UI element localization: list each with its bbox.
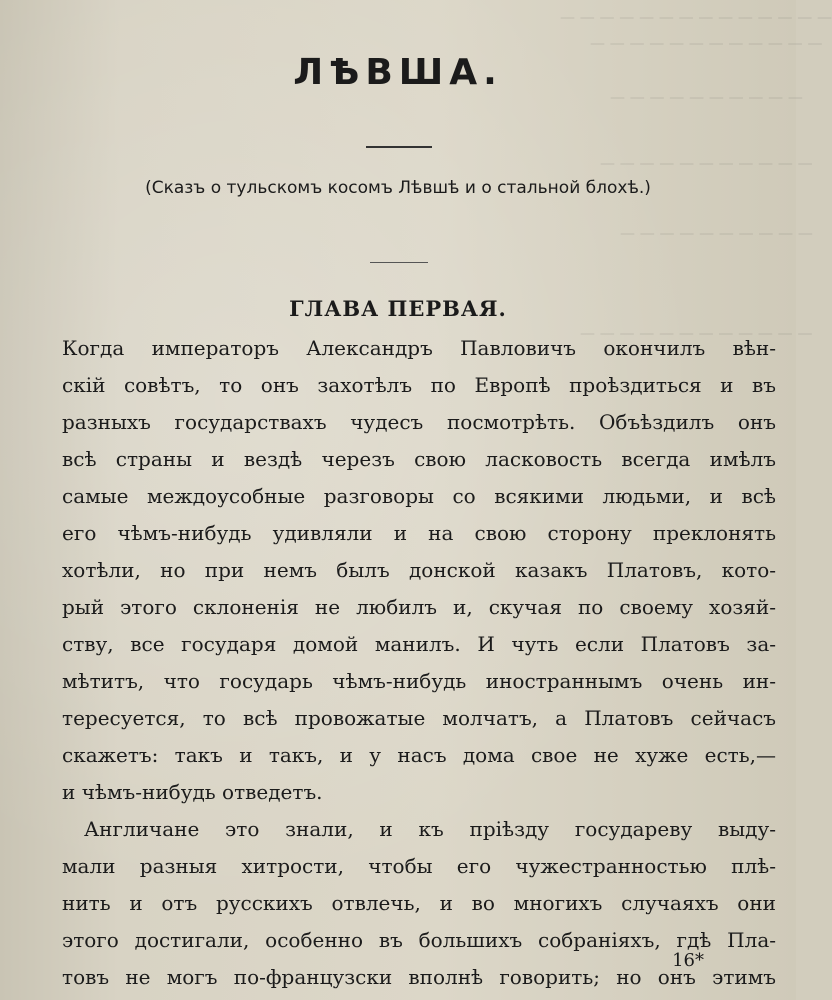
text-line: скажетъ: такъ и такъ, и у насъ дома свое не хуже есть,— (62, 743, 776, 767)
text-line: ству, все государя домой манилъ. И чуть если Платовъ за- (62, 632, 776, 656)
show-through-texture: — — — — — — — — — — (610, 88, 803, 106)
page-number: 16* (672, 950, 704, 971)
show-through-texture: — — — — — — — — — — — — (590, 34, 823, 52)
text-line: тересуется, то всѣ провожатые молчатъ, а Платовъ сейчасъ (62, 706, 776, 730)
text-line: хотѣли, но при немъ былъ донской казакъ Платовъ, кото- (62, 558, 776, 582)
text-line: мали разныя хитрости, чтобы его чужестранностью плѣ- (62, 854, 776, 878)
text-line: этого достигали, особенно въ большихъ собраніяхъ, гдѣ Пла- (62, 928, 776, 952)
text-line: мѣтитъ, что государь чѣмъ-нибудь иностраннымъ очень ин- (62, 669, 776, 693)
show-through-texture: — — — — — — — — — — — (600, 154, 813, 172)
text-line: скій совѣтъ, то онъ захотѣлъ по Европѣ проѣздиться и въ (62, 373, 776, 397)
text-line: всѣ страны и вездѣ черезъ свою ласковость всегда имѣлъ (62, 447, 776, 471)
text-line: нить и отъ русскихъ отвлечь, и во многихъ случаяхъ они (62, 891, 776, 915)
text-line: товъ не могъ по-французски вполнѣ говорить; но онъ этимъ (62, 965, 776, 989)
body-text (62, 330, 776, 996)
text-line: самые междоусобные разговоры со всякими людьми, и всѣ (62, 484, 776, 508)
subtitle-divider (370, 262, 428, 263)
text-line: его чѣмъ-нибудь удивляли и на свою сторону преклонять (62, 521, 776, 545)
show-through-texture: — — — — — — — — — — — — — — (560, 8, 832, 26)
subtitle: (Сказъ о тульскомъ косомъ Лѣвшѣ и о стальной блохѣ.) (145, 178, 651, 198)
text-line: Когда императоръ Александръ Павловичъ окончилъ вѣн- (62, 336, 776, 360)
show-through-texture: — — — — — — — — — — — — (580, 324, 813, 342)
text-line: рый этого склоненія не любилъ и, скучая по своему хозяй- (62, 595, 776, 619)
show-through-texture: — — — — — — — — — — (620, 224, 813, 242)
text-line: и чѣмъ-нибудь отведетъ. (62, 780, 323, 804)
chapter-heading: ГЛАВА ПЕРВАЯ. (289, 296, 507, 321)
text-line: разныхъ государствахъ чудесъ посмотрѣть. Объѣздилъ онъ (62, 410, 776, 434)
text-line: Англичане это знали, и къ пріѣзду государеву выду- (84, 817, 776, 841)
page-title: ЛѢВША. (293, 52, 503, 93)
title-divider (366, 146, 432, 148)
